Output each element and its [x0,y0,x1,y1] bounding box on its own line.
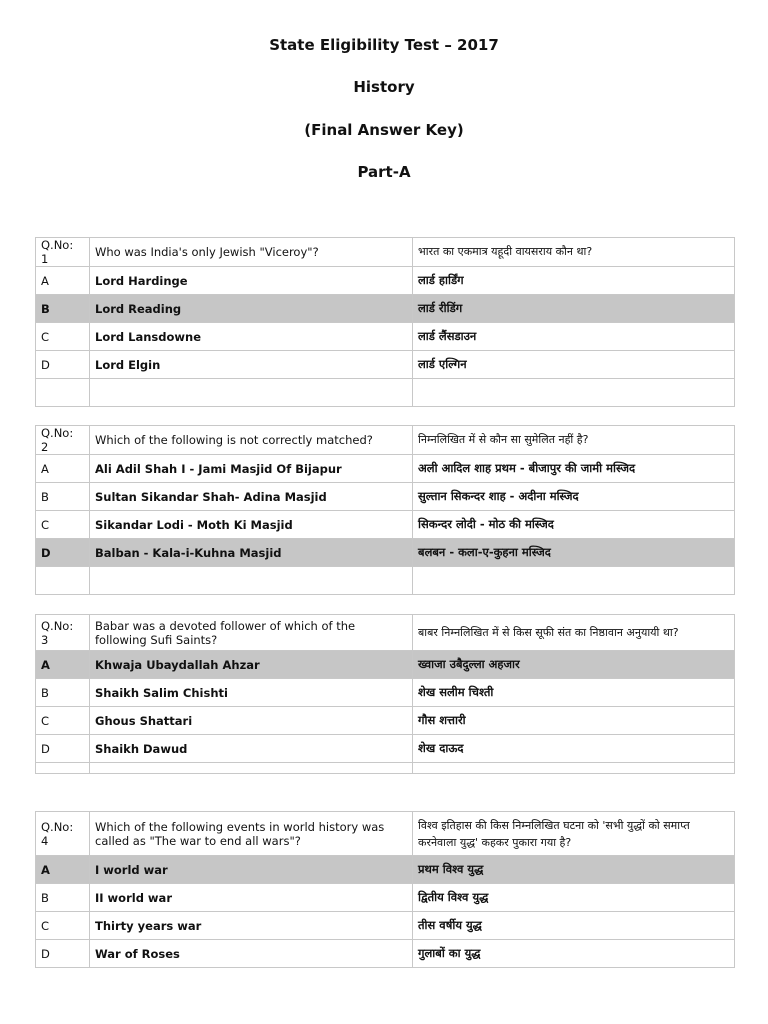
question-table-3 [35,614,735,774]
option-text-hi: लार्ड रीडिंग [413,295,735,323]
question-row [36,426,735,455]
question-number: Q.No: 1 [36,238,90,267]
question-number: Q.No: 3 [36,615,90,651]
question-row [36,615,735,651]
option-text-en: Lord Hardinge [90,267,413,295]
option-text-en: Thirty years war [90,912,413,940]
option-row-d-correct [36,539,735,567]
option-letter: C [36,323,90,351]
option-text-en: Sultan Sikandar Shah- Adina Masjid [90,483,413,511]
option-text-en: Lord Lansdowne [90,323,413,351]
option-text-en: Khwaja Ubaydallah Ahzar [90,651,413,679]
option-letter: A [36,651,90,679]
option-text-en: I world war [90,856,413,884]
option-text-hi: सिकन्दर लोदी - मोठ की मस्जिद [413,511,735,539]
option-text-en: Ghous Shattari [90,707,413,735]
question-text-en: Which of the following events in world history was called as "The war to end all wars"? [90,812,413,856]
option-letter: D [36,940,90,968]
option-row-d [36,351,735,379]
option-letter: B [36,295,90,323]
option-text-en: Sikandar Lodi - Moth Ki Masjid [90,511,413,539]
option-text-hi: गुलाबों का युद्ध [413,940,735,968]
option-text-hi: द्वितीय विश्व युद्ध [413,884,735,912]
option-row-d [36,735,735,763]
option-letter: C [36,707,90,735]
option-text-hi: शेख सलीम चिश्ती [413,679,735,707]
option-row-a-correct [36,651,735,679]
option-text-en: Lord Reading [90,295,413,323]
option-text-hi: अली आदिल शाह प्रथम - बीजापुर की जामी मस्जिद [413,455,735,483]
option-row-c [36,511,735,539]
option-row-a [36,455,735,483]
option-row-c [36,912,735,940]
option-row-a-correct [36,856,735,884]
option-text-hi: सुल्तान सिकन्दर शाह - अदीना मस्जिद [413,483,735,511]
option-text-hi: तीस वर्षीय युद्ध [413,912,735,940]
option-letter: B [36,679,90,707]
option-letter: A [36,856,90,884]
option-row-c [36,323,735,351]
option-row-b [36,884,735,912]
option-row-d [36,940,735,968]
option-text-hi: ख्वाजा उबैदुल्ला अहजार [413,651,735,679]
option-letter: B [36,483,90,511]
option-text-hi: गौस शत्तारी [413,707,735,735]
spacer-row [36,763,735,774]
question-text-en: Who was India's only Jewish "Viceroy"? [90,238,413,267]
question-table-2 [35,425,735,595]
option-row-b [36,483,735,511]
option-text-en: War of Roses [90,940,413,968]
answer-key-heading: (Final Answer Key) [304,121,464,139]
question-row [36,812,735,856]
option-row-c [36,707,735,735]
question-text-hi: निम्नलिखित में से कौन सा सुमेलित नहीं है? [413,426,735,455]
part-heading: Part-A [357,163,411,181]
option-row-b-correct [36,295,735,323]
option-text-hi: प्रथम विश्व युद्ध [413,856,735,884]
option-text-en: Balban - Kala-i-Kuhna Masjid [90,539,413,567]
option-text-hi: लार्ड हार्डिंग [413,267,735,295]
option-text-en: Lord Elgin [90,351,413,379]
option-row-a [36,267,735,295]
spacer-row [36,567,735,595]
question-table-1 [35,237,735,407]
question-text-hi: विश्व इतिहास की किस निम्नलिखित घटना को 'सभी युद्धों को समाप्त करनेवाला युद्ध' कहकर पुकारा गया है? [413,812,735,856]
option-letter: D [36,735,90,763]
option-letter: D [36,351,90,379]
option-letter: B [36,884,90,912]
question-row [36,238,735,267]
question-text-en: Babar was a devoted follower of which of the following Sufi Saints? [90,615,413,651]
question-number: Q.No: 4 [36,812,90,856]
option-text-hi: लार्ड एल्गिन [413,351,735,379]
option-text-hi: बलबन - कला-ए-कुहना मस्जिद [413,539,735,567]
option-text-en: Shaikh Salim Chishti [90,679,413,707]
document-title: State Eligibility Test – 2017 [269,36,499,54]
subject-heading: History [353,78,415,96]
option-text-en: Ali Adil Shah I - Jami Masjid Of Bijapur [90,455,413,483]
spacer-row [36,379,735,407]
option-letter: C [36,912,90,940]
option-text-en: II world war [90,884,413,912]
question-text-hi: बाबर निम्नलिखित में से किस सूफी संत का निष्ठावान अनुयायी था? [413,615,735,651]
option-letter: A [36,267,90,295]
option-letter: A [36,455,90,483]
option-text-hi: लार्ड लैंसडाउन [413,323,735,351]
question-text-hi: भारत का एकमात्र यहूदी वायसराय कौन था? [413,238,735,267]
option-letter: C [36,511,90,539]
question-number: Q.No: 2 [36,426,90,455]
question-text-en: Which of the following is not correctly matched? [90,426,413,455]
option-row-b [36,679,735,707]
question-table-4 [35,811,735,968]
option-text-en: Shaikh Dawud [90,735,413,763]
option-text-hi: शेख दाऊद [413,735,735,763]
option-letter: D [36,539,90,567]
